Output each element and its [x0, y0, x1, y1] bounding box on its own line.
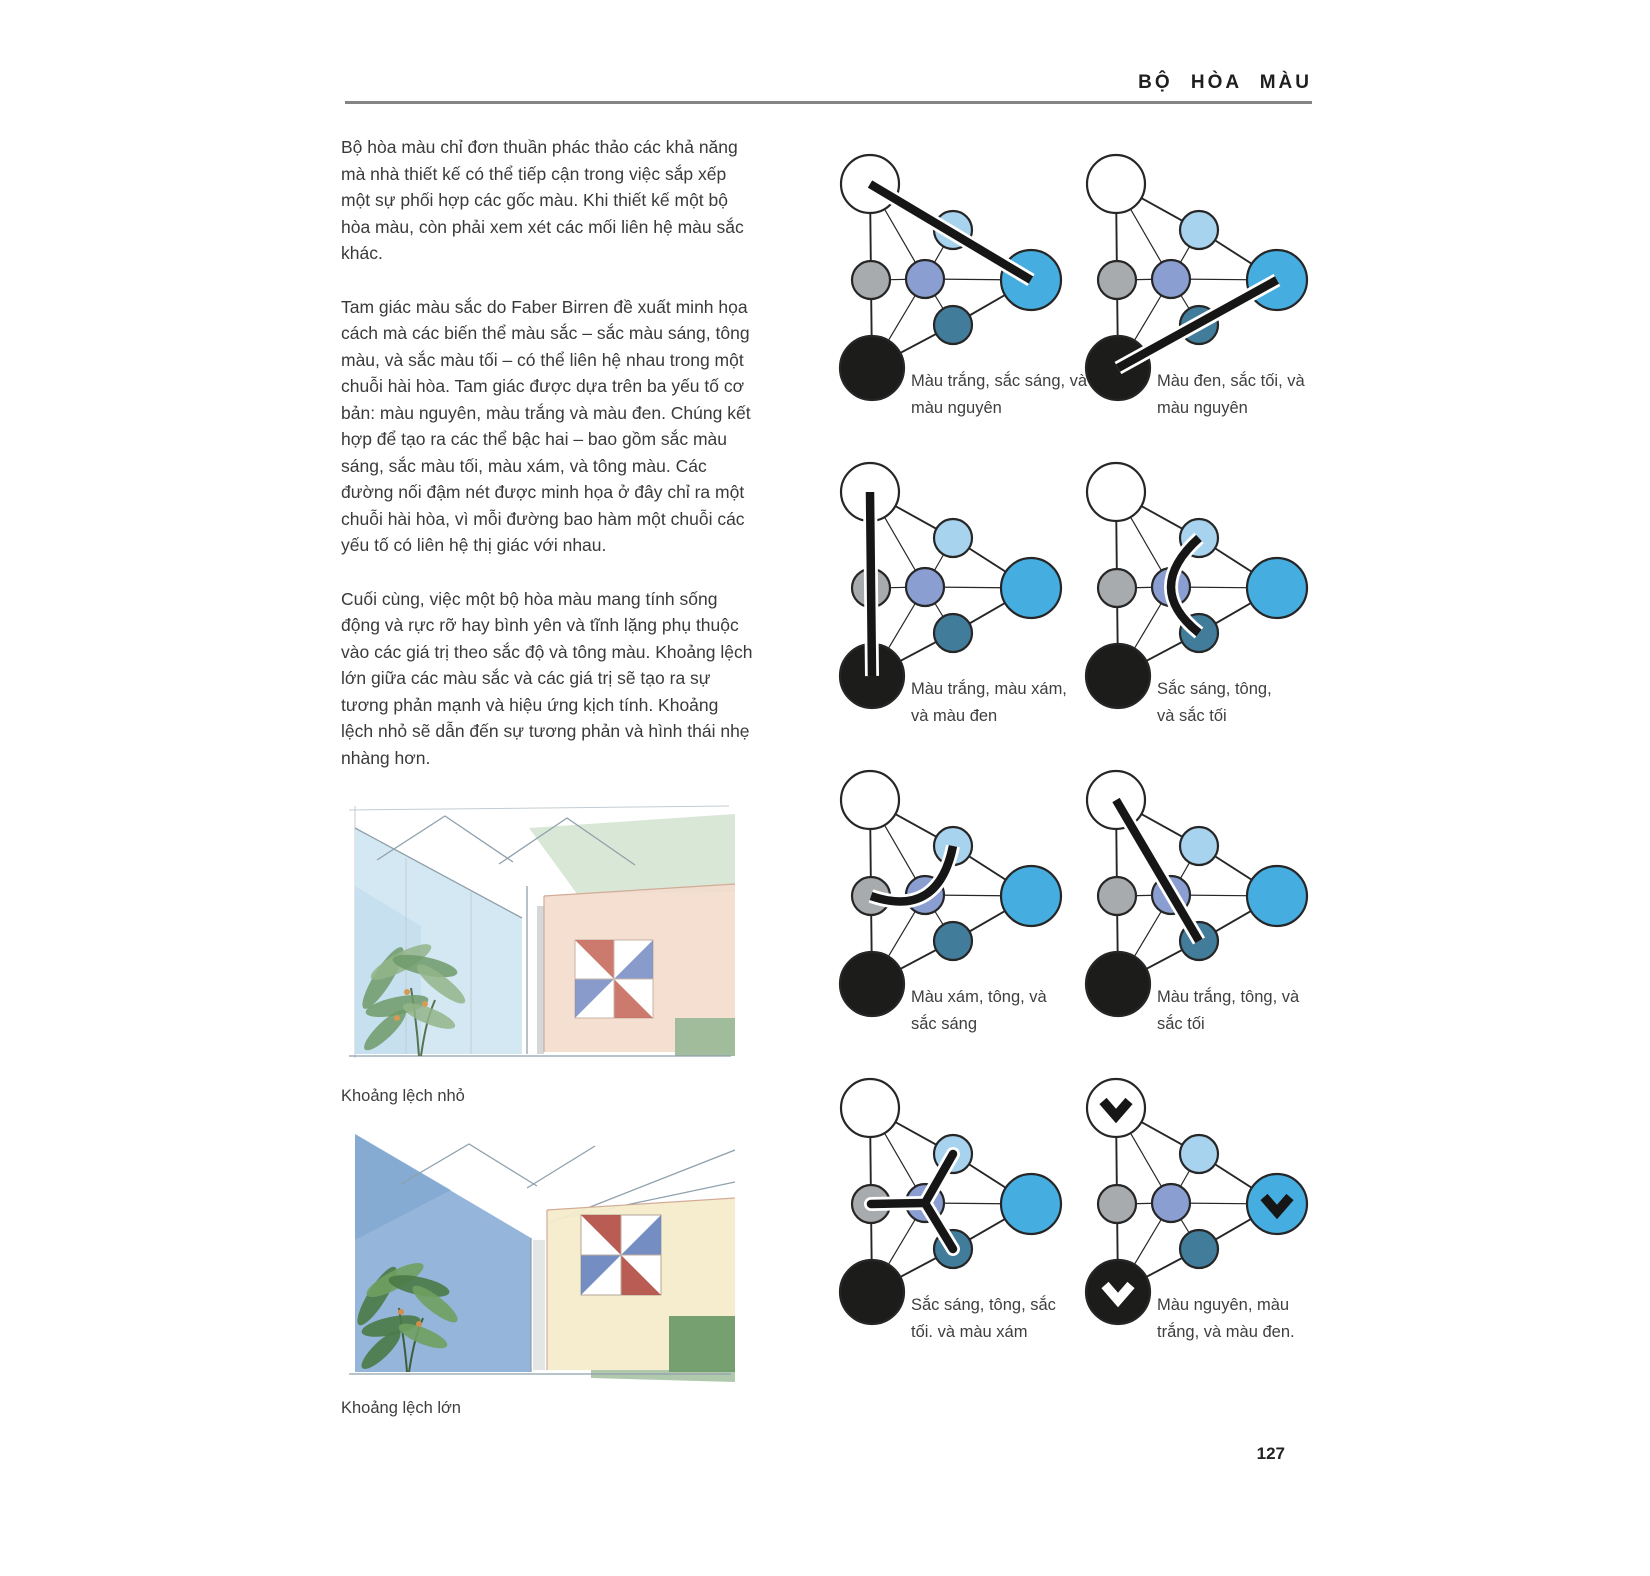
- grass-strip: [591, 1370, 735, 1382]
- black-node: [840, 1260, 904, 1324]
- black-node: [1086, 644, 1150, 708]
- black-node: [840, 952, 904, 1016]
- color-node: [1247, 558, 1307, 618]
- gray-node: [1098, 261, 1136, 299]
- paragraph: Bộ hòa màu chỉ đơn thuần phác thảo các khả năng mà nhà thiết kế có thể tiếp cận trong việc sắp xếp một sự phối hợp các gốc màu. Khi thiết kế một bộ hòa màu, còn phải xem xét các mối liên hệ màu sắc khác.: [341, 137, 744, 263]
- diagram-caption: Màu trắng, tông, và sắc tối: [1157, 988, 1300, 1033]
- tint-node: [1180, 211, 1218, 249]
- paragraph: Tam giác màu sắc do Faber Birren đề xuất minh họa cách mà các biến thể màu sắc – sắc màu sáng, tông màu, và sắc màu tối – có thể liên hệ nhau trong một chuỗi hài hòa. Tam giác được dựa trên ba yếu tố cơ bản: màu nguyên, màu trắng và màu đen. Chúng kết hợp để tạo ra các thể bậc hai – bao gồm sắc màu sáng, sắc màu tối, màu xám, và tông màu. Các đường nối đậm nét được minh họa ở đây chỉ ra một chuỗi hài hòa, vì mỗi đường bao hàm một chuỗi các yếu tố có liên hệ thị giác với nhau.: [341, 296, 751, 555]
- white-node: [1087, 1079, 1145, 1137]
- diagram-caption: Màu xám, tông, và sắc sáng: [911, 988, 1047, 1033]
- black-node: [1086, 1260, 1150, 1324]
- shade-node: [934, 306, 972, 344]
- color-node: [1001, 866, 1061, 926]
- birren-diagram-7: [825, 1054, 1085, 1366]
- tone-node: [906, 260, 944, 298]
- gray-node: [1098, 1185, 1136, 1223]
- hedge: [669, 1316, 735, 1372]
- header-rule: [345, 101, 1312, 104]
- planter-box: [675, 1018, 735, 1056]
- harmony-line: [870, 492, 872, 676]
- gray-node: [1098, 877, 1136, 915]
- white-node: [1087, 463, 1145, 521]
- color-node: [1001, 1174, 1061, 1234]
- white-node: [841, 1079, 899, 1137]
- paragraph: Cuối cùng, việc một bộ hòa màu mang tính sống động và rực rỡ hay bình yên và tĩnh lặng phụ thuộc vào các giá trị theo sắc độ và tông màu. Khoảng lệch lớn giữa các màu sắc và các giá trị sẽ tạo ra sự tương phản mạnh và hiệu ứng kịch tính. Khoảng lệch nhỏ sẽ dẫn đến sự tương phản và hình thái nhẹ nhàng hơn.: [341, 588, 753, 768]
- diagram-caption: Màu trắng, sắc sáng, và màu nguyên: [911, 372, 1088, 417]
- ceiling-plane: [529, 814, 735, 894]
- tone-node: [906, 568, 944, 606]
- pinwheel-motif: [575, 940, 653, 1018]
- shade-node: [934, 614, 972, 652]
- gray-node: [852, 261, 890, 299]
- birren-diagram-8: [1071, 1054, 1331, 1366]
- figure-caption: Khoảng lệch nhỏ: [341, 1087, 465, 1105]
- doorway-shadow: [537, 906, 544, 1054]
- diagram-caption: Sắc sáng, tông, sắc tối. và màu xám: [911, 1296, 1056, 1341]
- shade-node: [934, 922, 972, 960]
- diagram-caption: Màu nguyên, màu trắng, và màu đen.: [1157, 1296, 1295, 1341]
- birren-diagram-6: [1071, 746, 1331, 1058]
- body-text-column: [341, 134, 755, 798]
- gray-node: [1098, 569, 1136, 607]
- color-node: [1247, 866, 1307, 926]
- figure-large-interval-sketch: [341, 1120, 735, 1388]
- color-node: [1247, 1174, 1307, 1234]
- tone-node: [1152, 260, 1190, 298]
- black-node: [840, 336, 904, 400]
- shade-node: [1180, 1230, 1218, 1268]
- tone-node: [1152, 1184, 1190, 1222]
- pinwheel-motif: [581, 1215, 661, 1295]
- harmony-line: [1116, 800, 1199, 941]
- tint-node: [1180, 827, 1218, 865]
- diagram-caption: Màu đen, sắc tối, và màu nguyên: [1157, 372, 1305, 417]
- birren-diagram-2: [1071, 130, 1331, 442]
- doorway-shadow: [533, 1240, 545, 1370]
- harmony-line: [871, 1203, 925, 1204]
- tint-node: [934, 519, 972, 557]
- white-node: [841, 771, 899, 829]
- white-node: [1087, 155, 1145, 213]
- figure-caption: Khoảng lệch lớn: [341, 1399, 461, 1417]
- page-number: 127: [1256, 1444, 1285, 1463]
- harmony-line: [1118, 280, 1277, 368]
- diagram-caption: Màu trắng, màu xám, và màu đen: [911, 680, 1067, 725]
- color-node: [1001, 558, 1061, 618]
- black-node: [1086, 952, 1150, 1016]
- birren-diagram-5: [825, 746, 1085, 1058]
- tint-node: [1180, 1135, 1218, 1173]
- diagram-caption: Sắc sáng, tông, và sắc tối: [1157, 680, 1272, 725]
- page-title: BỘ HÒA MÀU: [1138, 72, 1312, 93]
- harmony-line: [870, 184, 1031, 280]
- figure-small-interval-sketch: [341, 766, 735, 1072]
- birren-diagram-3: [825, 438, 1085, 750]
- birren-diagram-4: [1071, 438, 1331, 750]
- birren-diagram-1: [825, 130, 1088, 442]
